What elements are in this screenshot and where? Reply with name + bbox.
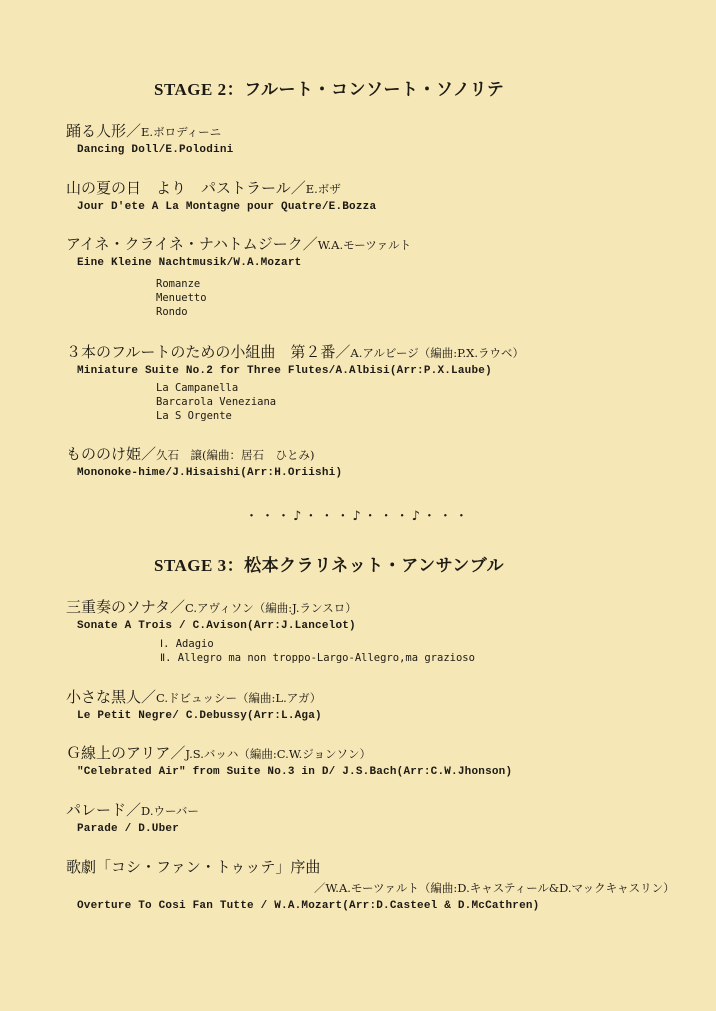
- stage2-title: STAGE 2：フルート・コンソート・ソノリテ: [154, 80, 505, 99]
- piece-title-en: Overture To Cosi Fan Tutte / W.A.Mozart(Arr:D.Casteel & D.McCathren): [77, 900, 540, 912]
- composer-ja: C.アヴィソン（編曲:J.ランスロ）: [184, 601, 357, 615]
- program-item: [66, 178, 706, 215]
- composer-ja: E.ボロディーニ: [141, 125, 222, 139]
- piece-title-ja: もののけ姫／: [66, 445, 157, 463]
- piece-title-ja: 小さな黒人／: [66, 688, 157, 706]
- piece-title-en: Le Petit Negre/ C.Debussy(Arr:L.Aga): [77, 710, 322, 722]
- program-item: [66, 444, 706, 481]
- piece-title-en: Eine Kleine Nachtmusik/W.A.Mozart: [77, 257, 302, 269]
- composer-ja: W.A.モーツァルト: [317, 238, 412, 252]
- piece-title-en: Mononoke-hime/J.Hisaishi(Arr:H.Oriishi): [77, 467, 343, 479]
- movement: Rondo: [156, 306, 188, 318]
- composer-ja: 久石 譲(編曲：居石 ひとみ): [156, 448, 315, 462]
- composer-ja: A.アルビージ（編曲:P.X.ラウベ）: [350, 346, 524, 360]
- composer-ja: C.ドビュッシー（編曲:L.アガ）: [156, 691, 322, 705]
- music-note-divider: ・・・♪・・・♪・・・♪・・・: [245, 509, 471, 524]
- piece-title-en: "Celebrated Air" from Suite No.3 in D/ J.S.Bach(Arr:C.W.Jhonson): [77, 766, 513, 778]
- movement: Menuetto: [156, 292, 207, 304]
- movement: La S Orgente: [156, 410, 232, 422]
- piece-title-en: Parade / D.Uber: [77, 823, 180, 835]
- program-item: [66, 743, 706, 780]
- program-item: [66, 342, 706, 423]
- movement: Ⅱ. Allegro ma non troppo-Largo-Allegro,ma grazioso: [160, 652, 475, 664]
- piece-title-ja: アイネ・クライネ・ナハトムジーク／: [66, 235, 318, 253]
- piece-title-ja: パレード／: [66, 801, 142, 819]
- program-item: [66, 857, 706, 914]
- composer-ja: J.S.バッハ（編曲:C.W.ジョンソン）: [185, 747, 372, 761]
- program-item: [66, 121, 706, 158]
- program-item: [66, 234, 706, 319]
- composer-ja: E.ボザ: [305, 182, 341, 196]
- piece-title-en: Jour D'ete A La Montagne pour Quatre/E.Bozza: [77, 201, 377, 213]
- piece-title-ja: Ｇ線上のアリア／: [66, 744, 186, 762]
- movement: Ⅰ. Adagio: [160, 638, 214, 650]
- piece-title-ja: 三重奏のソナタ／: [66, 598, 185, 616]
- piece-title-ja: 歌劇「コシ・ファン・トゥッテ」序曲: [66, 858, 321, 876]
- movement: Barcarola Veneziana: [156, 396, 277, 408]
- movement: Romanze: [156, 278, 201, 290]
- program-item: [66, 687, 706, 724]
- stage3-title: STAGE 3：松本クラリネット・アンサンブル: [154, 556, 505, 575]
- piece-title-en: Miniature Suite No.2 for Three Flutes/A.Albisi(Arr:P.X.Laube): [77, 365, 492, 377]
- movement: La Campanella: [156, 382, 239, 394]
- piece-title-ja: 踊る人形／: [66, 122, 142, 140]
- piece-title-ja: ３本のフルートのための小組曲 第２番／: [66, 343, 351, 361]
- composer-ja: D.ウーバー: [141, 804, 199, 818]
- piece-title-en: Sonate A Trois / C.Avison(Arr:J.Lancelot): [77, 620, 356, 632]
- piece-title-ja: 山の夏の日 より パストラール／: [66, 179, 306, 197]
- composer-ja: ／W.A.モーツァルト（編曲:D.キャスティール&D.マックキャスリン）: [314, 881, 675, 895]
- program-item: [66, 597, 706, 665]
- piece-title-en: Dancing Doll/E.Polodini: [77, 144, 234, 156]
- program-item: [66, 800, 706, 837]
